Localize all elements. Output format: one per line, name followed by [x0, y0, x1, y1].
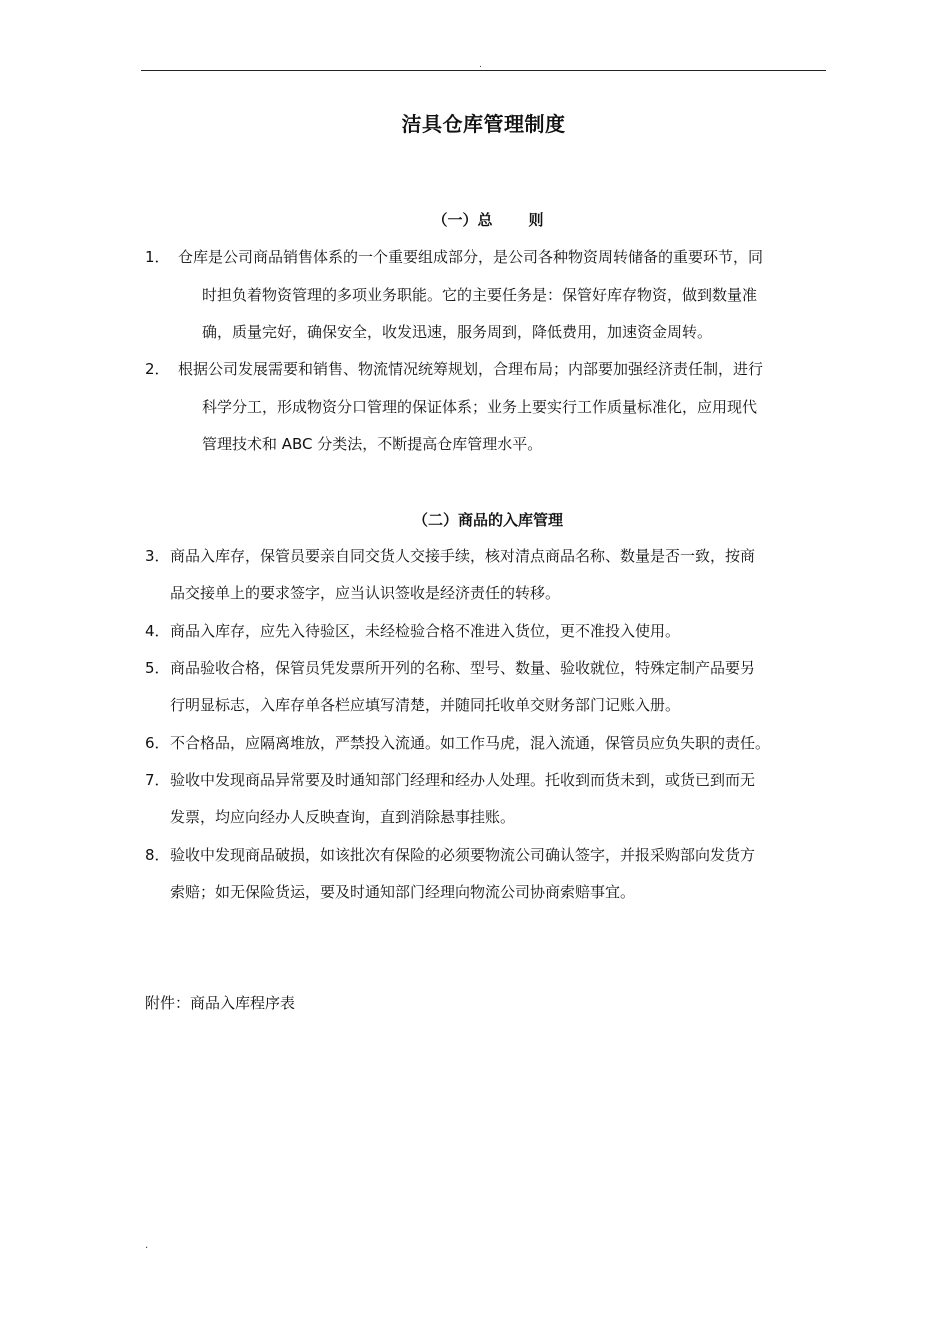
- item-number: 2．: [145, 360, 170, 378]
- item-line: 验收中发现商品异常要及时通知部门经理和经办人处理。托收到而货未到，或货已到而无: [170, 771, 756, 789]
- item-line: 行明显标志，入库存单各栏应填写清楚，并随同托收单交财务部门记账入册。: [170, 696, 681, 714]
- item-number: 6．: [145, 734, 170, 752]
- item-line: 商品入库存，应先入待验区，未经检验合格不准进入货位，更不准投入使用。: [170, 622, 681, 640]
- item-line: 发票，均应向经办人反映查询，直到消除悬事挂账。: [170, 808, 516, 826]
- item-number: 7．: [145, 771, 170, 789]
- item-line: 确，质量完好，确保安全，收发迅速，服务周到，降低费用，加速资金周转。: [202, 323, 713, 341]
- section-title-general: [0, 209, 950, 230]
- document-title: 洁具仓库管理制度: [401, 112, 566, 136]
- header-dot: .: [479, 60, 482, 70]
- section-title-inbound: （二）商品的入库管理: [412, 511, 563, 529]
- item-number: 3．: [145, 547, 170, 565]
- item-number: 1．: [145, 248, 170, 266]
- item-line: 索赔；如无保险货运，要及时通知部门经理向物流公司协商索赔事宜。: [170, 883, 636, 901]
- item-line: 时担负着物资管理的多项业务职能。它的主要任务是：保管好库存物资，做到数量准: [202, 286, 758, 304]
- section-title-left: （一）总: [432, 211, 493, 229]
- item-number: 4．: [145, 622, 170, 640]
- item-line: 商品入库存，保管员要亲自同交货人交接手续，核对清点商品名称、数量是否一致，按商: [170, 547, 756, 565]
- item-line: 商品验收合格，保管员凭发票所开列的名称、型号、数量、验收就位，特殊定制产品要另: [170, 659, 756, 677]
- item-number: 5．: [145, 659, 170, 677]
- attachment-note: 附件：商品入库程序表: [145, 994, 296, 1012]
- item-line: 不合格品，应隔离堆放，严禁投入流通。如工作马虎，混入流通，保管员应负失职的责任。: [170, 734, 771, 752]
- item-line: 科学分工，形成物资分口管理的保证体系；业务上要实行工作质量标准化，应用现代: [202, 398, 758, 416]
- item-line: 根据公司发展需要和销售、物流情况统筹规划，合理布局；内部要加强经济责任制，进行: [178, 360, 764, 378]
- section-title-right: 则: [528, 211, 544, 229]
- footer-dot: .: [145, 1240, 149, 1251]
- item-line: 管理技术和 ABC 分类法，不断提高仓库管理水平。: [202, 435, 543, 453]
- header-rule: [141, 70, 826, 71]
- item-line: 仓库是公司商品销售体系的一个重要组成部分，是公司各种物资周转储备的重要环节，同: [178, 248, 764, 266]
- item-line: 验收中发现商品破损，如该批次有保险的必须要物流公司确认签字，并报采购部向发货方: [170, 846, 756, 864]
- item-line: 品交接单上的要求签字，应当认识签收是经济责任的转移。: [170, 584, 561, 602]
- item-number: 8．: [145, 846, 170, 864]
